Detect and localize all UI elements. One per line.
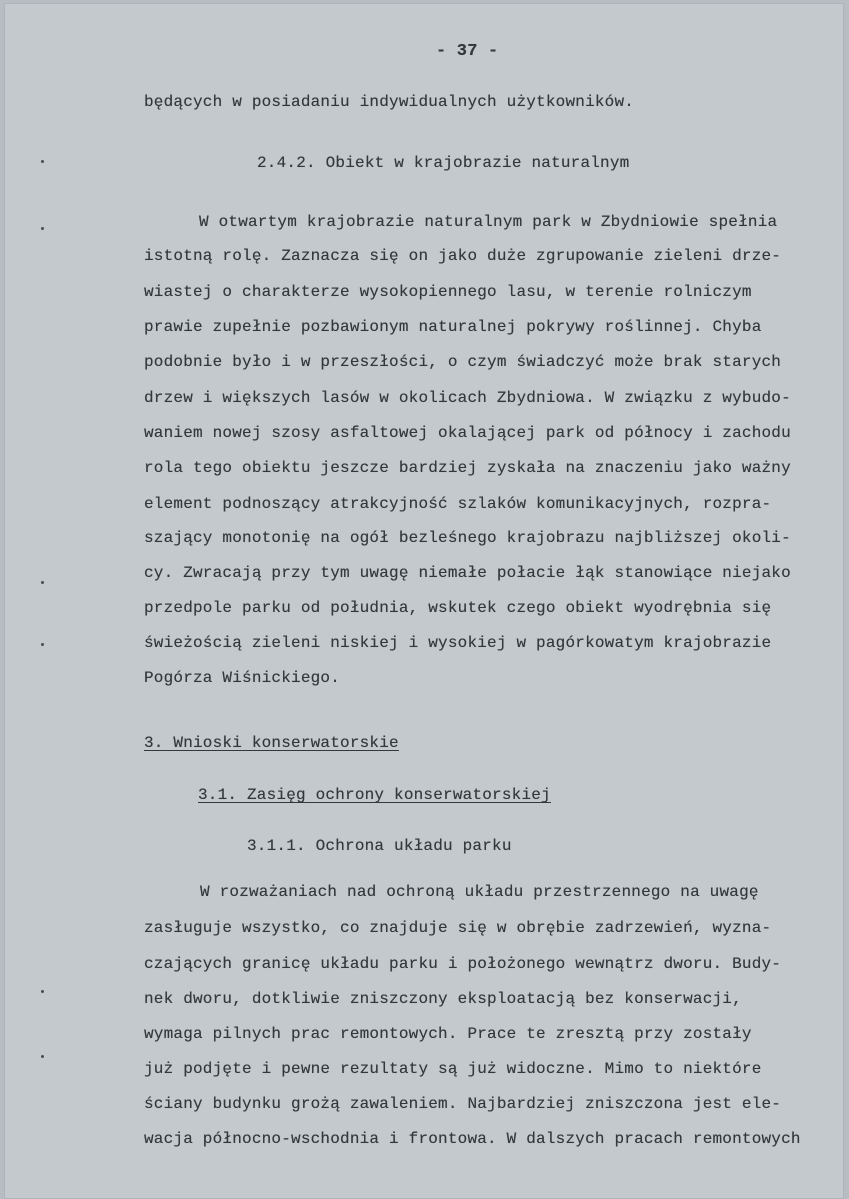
paragraph-line: W otwartym krajobrazie naturalnym park w Zbydniowie spełnia [199,213,778,231]
binding-hole-dot [41,1055,44,1058]
binding-hole-dot [41,581,44,584]
intro-line: będących w posiadaniu indywidualnych użytkowników. [144,93,635,111]
paragraph-line: Pogórza Wiśnickiego. [144,669,341,687]
paragraph-line: czających granicę układu parku i położonego wewnątrz dworu. Budy- [144,955,782,973]
paragraph-line: wymaga pilnych prac remontowych. Prace te zresztą przy zostały [144,1025,752,1043]
paragraph-line: drzew i większych lasów w okolicach Zbydniowa. W związku z wybudo- [144,389,791,407]
binding-hole-dot [41,643,44,646]
binding-hole-dot [41,160,44,163]
section-heading-3-1: 3.1. Zasięg ochrony konserwatorskiej [198,786,551,804]
paragraph-line: wiastej o charakterze wysokopiennego lasu, w terenie rolniczym [144,283,752,301]
paragraph-line: wacja północno-wschodnia i frontowa. W dalszych pracach remontowych [144,1130,801,1148]
binding-hole-dot [41,990,44,993]
paragraph-line: zasługuje wszystko, co znajduje się w obrębie zadrzewień, wyzna- [144,919,772,937]
paragraph-line: rola tego obiektu jeszcze bardziej zyskała na znaczeniu jako ważny [144,459,791,477]
paragraph-line: cy. Zwracają przy tym uwagę niemałe połacie łąk stanowiące niejako [144,564,791,582]
paragraph-line: świeżością zieleni niskiej i wysokiej w pagórkowatym krajobrazie [144,634,772,652]
binding-hole-dot [41,227,44,230]
paragraph-line: przedpole parku od południa, wskutek czego obiekt wyodrębnia się [144,599,772,617]
paragraph-line: istotną rolę. Zaznacza się on jako duże zgrupowanie zieleni drze- [144,247,782,265]
paragraph-line: element podnoszący atrakcyjność szlaków komunikacyjnych, rozpra- [144,495,772,513]
paragraph-line: nek dworu, dotkliwie zniszczony eksploatacją bez konserwacji, [144,990,742,1008]
paragraph-line: ściany budynku grożą zawaleniem. Najbardziej zniszczona jest ele- [144,1095,782,1113]
paragraph-line: prawie zupełnie pozbawionym naturalnej pokrywy roślinnej. Chyba [144,318,762,336]
paragraph-line: podobnie było i w przeszłości, o czym świadczyć może brak starych [144,353,782,371]
section-heading-2-4-2: 2.4.2. Obiekt w krajobrazie naturalnym [257,154,630,172]
paragraph-line: już podjęte i pewne rezultaty są już widoczne. Mimo to niektóre [144,1060,762,1078]
page-number: - 37 - [436,42,499,61]
paragraph-line: szający monotonię na ogół bezleśnego krajobrazu najbliższej okoli- [144,529,791,547]
document-page [4,3,844,1199]
paragraph-line: waniem nowej szosy asfaltowej okalającej park od północy i zachodu [144,424,791,442]
section-heading-3: 3. Wnioski konserwatorskie [144,734,399,752]
paragraph-line: W rozważaniach nad ochroną układu przestrzennego na uwagę [200,883,759,901]
section-heading-3-1-1: 3.1.1. Ochrona układu parku [247,837,512,855]
